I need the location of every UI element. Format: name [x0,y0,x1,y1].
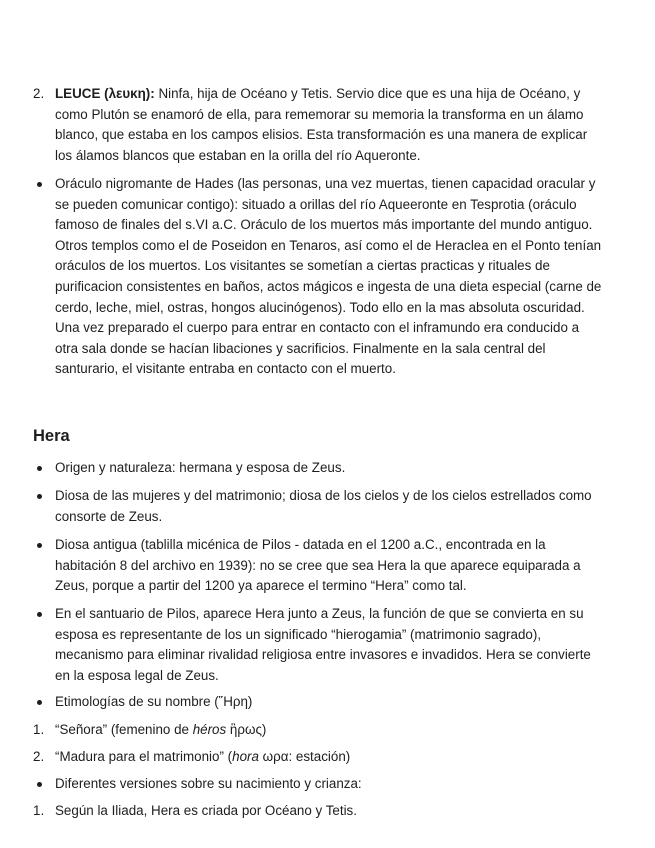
bullet-icon [37,543,42,548]
list-item-origen [33,458,605,479]
list-item-madura [33,747,605,768]
list-item-text: Diferentes versiones sobre su nacimiento y crianza: [55,776,362,791]
list-number: 1. [33,722,45,737]
list-item-text: Oráculo nigromante de Hades (las personas, una vez muertas, tienen capacidad oracular y se pueden comunicar contigo): situado a orillas del río Aqueeronte en Tesprotia (oráculo famoso de finales del s.VI a.C. Oráculo de los muertos más importante del mundo antiguo. Otros templos como el de Poseidon en Tenaros, así como el de Heraclea en el Ponto tenían oráculos de los muertos. Los visitantes se sometían a ciertas practicas y rituales de purificacion consistentes en baños, actos mágicos e ingesta de una dieta especial (carne de cerdo, leche, miel, ostras, hongos alucinógenos). Todo ello en la mas absoluta oscuridad. Una vez preparado el cuerpo para entrar en contacto con el inframundo era conducido a otra sala donde se hacían libaciones y sacrificios. Finalmente en la sala central del santurario, el visitante entraba en contacto con el muerto. [55,176,602,377]
list-number: 2. [33,749,45,764]
list-item-leuce [33,84,605,166]
list-item-text: Según la Iliada, Hera es criada por Océano y Tetis. [55,803,357,818]
term-leuce: LEUCE (λευκη): [55,86,155,101]
list-item-text: LEUCE (λευκη): Ninfa, hija de Océano y Tetis. Servio dice que es una hija de Océano, y como Plutón se enamoró de ella, para rememorar su memoria la transforma en un álamo blanco, que estaba en los campos elisios. Esta transformación es una manera de explicar los álamos blancos que estaban en la orilla del río Aqueronte. [55,86,588,163]
list-item-diosa-antigua [33,535,605,597]
list-item-iliada [33,801,605,822]
list-item-text: Origen y naturaleza: hermana y esposa de Zeus. [55,460,346,475]
bullet-icon [37,494,42,499]
bullet-icon [37,782,42,787]
list-item-text: “Señora” (femenino de héros ἣρως) [55,722,267,737]
list-item-santuario-pilos [33,604,605,686]
list-item-text: Etimologías de su nombre (῞Ηρη) [55,694,253,709]
list-item-senora [33,720,605,741]
list-item-etimologias [33,692,605,713]
list-item-versiones [33,774,605,795]
bullet-icon [37,182,42,187]
bullet-icon [37,466,42,471]
list-number: 1. [33,803,45,818]
bullet-icon [37,700,42,705]
bullet-icon [37,612,42,617]
list-item-oraculo [33,174,605,380]
list-item-text: “Madura para el matrimonio” (hora ωρα: estación) [55,749,351,764]
list-item-text: Diosa de las mujeres y del matrimonio; diosa de los cielos y de los cielos estrellados como consorte de Zeus. [55,488,592,524]
list-item-text: En el santuario de Pilos, aparece Hera junto a Zeus, la función de que se convierta en su esposa es representante de los un significado “hierogamia” (matrimonio sagrado), mecanismo para eliminar rivalidad religiosa entre invasores e invadidos. Hera se convierte en la esposa legal de Zeus. [55,606,591,683]
section-heading-hera: Hera [33,427,70,445]
list-number: 2. [33,86,45,101]
list-item-diosa-mujeres [33,486,605,527]
list-item-text: Diosa antigua (tablilla micénica de Pilos - datada en el 1200 a.C., encontrada en la habitación 8 del archivo en 1939): no se cree que sea Hera la que aparece equiparada a Zeus, porque a partir del 1200 ya aparece el termino “Hera” como tal. [55,537,581,594]
